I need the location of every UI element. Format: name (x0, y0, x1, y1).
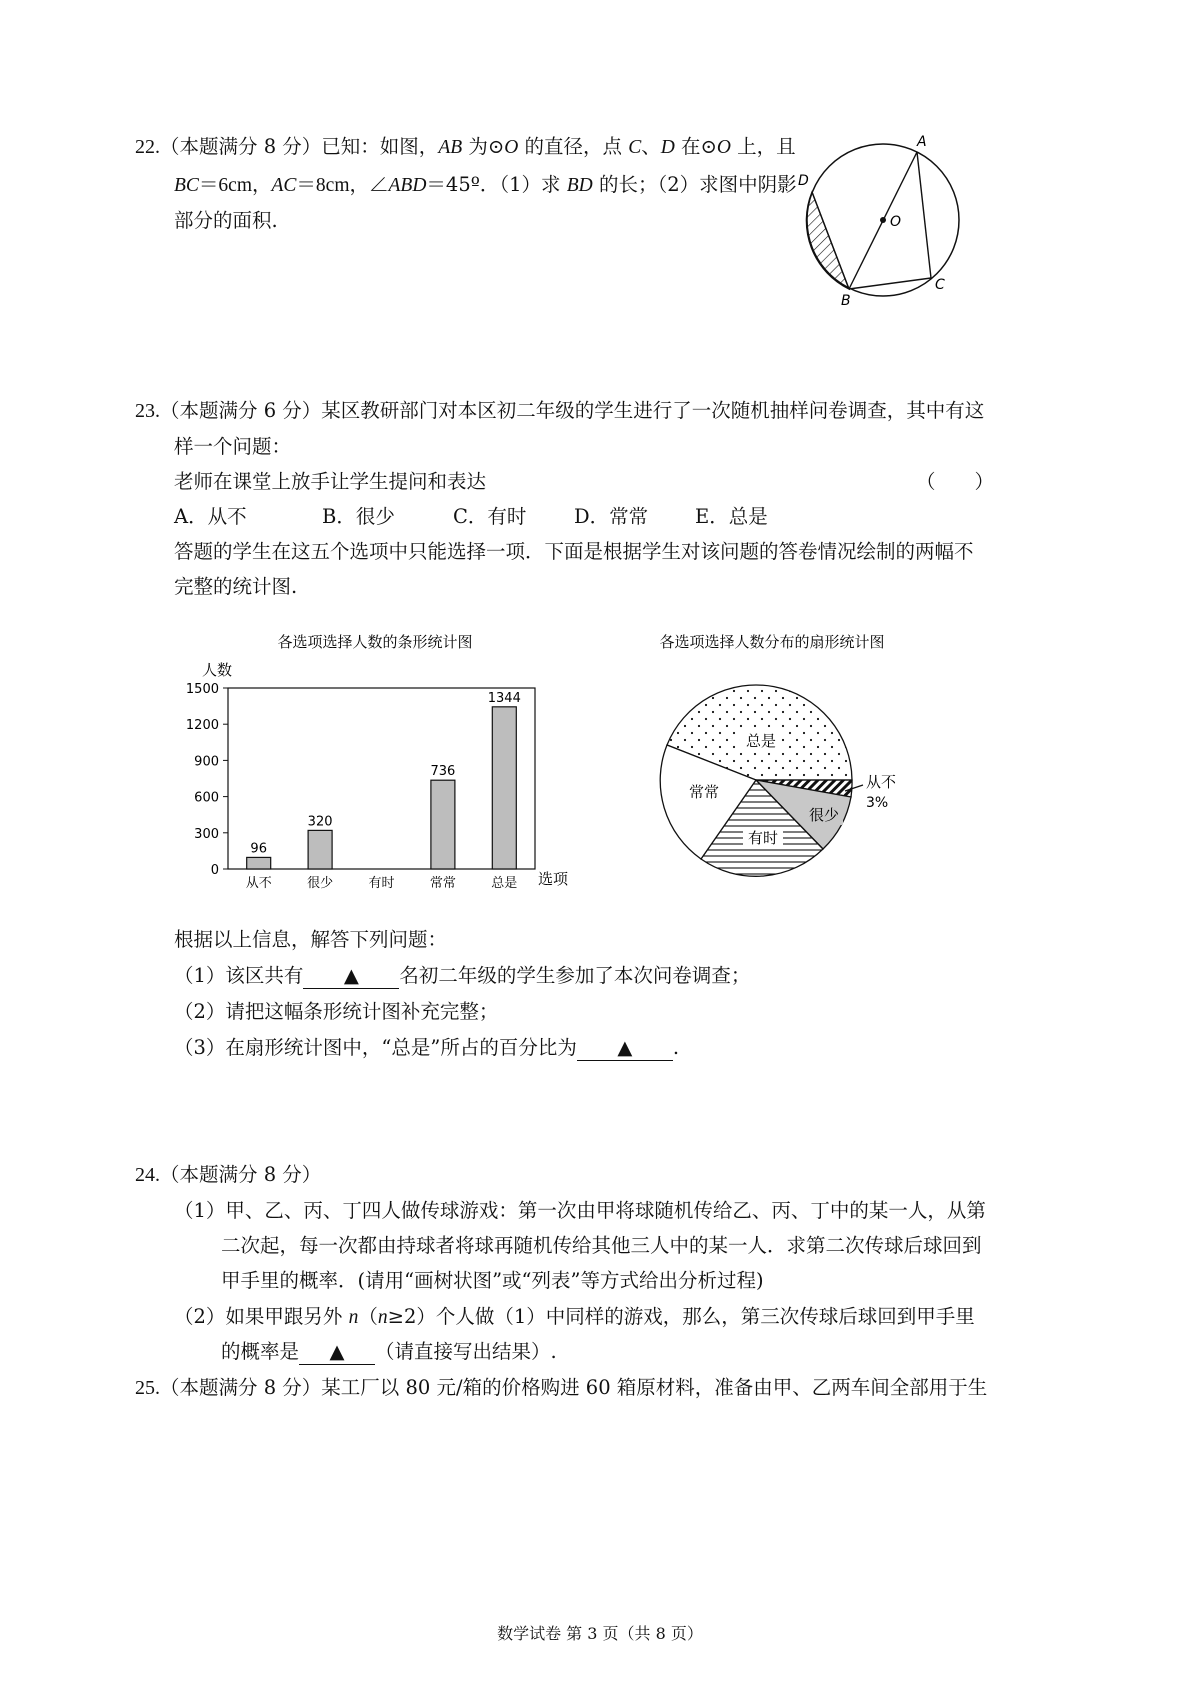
y-tick-label: 900 (194, 754, 219, 770)
answer-blank-2[interactable]: ▲ (577, 1036, 673, 1061)
shaded-segment (806, 192, 849, 289)
pie-label-sometimes: 有时 (747, 829, 779, 847)
q23-option-d: D．常常 (574, 505, 649, 528)
x-tick-label: 很少 (307, 876, 334, 891)
page-footer: 数学试卷 第 3 页（共 8 页） (497, 1624, 703, 1643)
q22-head: （本题满分 8 分）已知：如图， (160, 135, 439, 158)
q23-sub3-post: . (672, 1036, 680, 1059)
chord-ac (917, 152, 931, 278)
q24-p2-mid: （ (358, 1305, 378, 1328)
q24-head (135, 1161, 321, 1189)
bar-chart-title: 各选项选择人数的条形统计图 (277, 633, 473, 651)
q23-line5: 完整的统计图. (174, 575, 298, 598)
bar-0 (247, 857, 271, 869)
q23-intro: 根据以上信息，解答下列问题： (174, 928, 448, 951)
q22-o2: O (716, 137, 731, 158)
q22-number: 22. (135, 136, 160, 158)
q24-p2-l2-post: （请直接写出结果）. (375, 1340, 557, 1363)
q23-paren: （ ） (916, 470, 995, 493)
center-point (880, 217, 886, 223)
q22-line2 (174, 171, 797, 200)
q22-line1 (135, 133, 796, 162)
q24-number: 24. (135, 1164, 160, 1186)
q22-ac-val: ＝8cm，∠ (296, 175, 389, 196)
bar-value-label: 736 (430, 764, 456, 780)
label-c: C (935, 277, 945, 293)
q23-sub3 (174, 1034, 679, 1062)
q24-p1-line2: 二次起，每一次都由持球者将球再随机传给其他三人中的某一人．求第二次传球后球回到 (221, 1234, 982, 1257)
q23-line2: 样一个问题： (174, 435, 292, 458)
bar-value-label: 1344 (487, 690, 521, 706)
q23-question: 老师在课堂上放手让学生提问和表达 (174, 470, 487, 493)
q22-t4: 在⊙ (674, 135, 717, 158)
bar-4 (492, 707, 516, 869)
q23-sub1-pre: （1）该区共有 (174, 964, 304, 987)
q22-c: C (628, 137, 642, 158)
bar-chart-plot-frame (228, 688, 535, 869)
q23-sub1-post: 名初二年级的学生参加了本次问卷调查； (399, 964, 751, 987)
x-tick-label: 有时 (368, 876, 395, 891)
answer-blank-1[interactable]: ▲ (303, 964, 399, 989)
pie-label-never-pct: 3% (866, 795, 889, 811)
q23-option-c: C．有时 (453, 505, 527, 528)
q22-line3: 部分的面积. (174, 209, 278, 232)
q24-head-text: （本题满分 8 分） (160, 1163, 322, 1186)
q22-bc: BC (174, 175, 199, 196)
label-b: B (841, 293, 851, 309)
q22-abd: ABD (388, 175, 427, 196)
q22-ab: AB (438, 137, 463, 158)
q22-bc-val: ＝6cm， (198, 175, 272, 196)
q25-line1 (135, 1374, 987, 1402)
q22-d: D (660, 137, 675, 158)
q23-line1 (135, 397, 984, 425)
bar-1 (308, 830, 332, 869)
q24-p1-line3: 甲手里的概率．(请用“画树状图”或“列表”等方式给出分析过程) (221, 1269, 764, 1292)
y-tick-label: 0 (210, 863, 219, 878)
q24-n2: n (377, 1307, 388, 1328)
q22-t2: 的直径，点 (518, 135, 629, 158)
q22-circle-figure (795, 130, 970, 315)
q23-sub2: （2）请把这幅条形统计图补充完整； (174, 1000, 499, 1023)
q24-n1: n (348, 1307, 359, 1328)
bar-chart-xlabel: 选项 (538, 870, 569, 888)
q22-o1: O (504, 137, 519, 158)
bar-value-label: 96 (250, 841, 267, 857)
q23-number: 23. (135, 400, 160, 422)
q22-rest: 的长；（2）求图中阴影 (592, 173, 797, 196)
bar-value-label: 320 (307, 814, 333, 830)
label-o: O (890, 214, 902, 230)
y-tick-label: 600 (194, 790, 219, 806)
q22-t1: 为⊙ (462, 135, 505, 158)
q23-option-b: B．很少 (322, 505, 395, 528)
q23-sub1 (174, 962, 750, 990)
q22-ac: AC (271, 175, 297, 196)
q22-t5: 上，且 (730, 135, 796, 158)
label-a: A (917, 134, 927, 150)
bar-3 (431, 780, 455, 869)
q22-t3: 、 (641, 135, 661, 158)
q23-line4: 答题的学生在这五个选项中只能选择一项．下面是根据学生对该问题的答卷情况绘制的两幅不 (174, 540, 974, 563)
pie-label-never: 从不 (866, 773, 897, 791)
q23-text1: （本题满分 6 分）某区教研部门对本区初二年级的学生进行了一次随机抽样问卷调查，其中有这 (160, 399, 985, 422)
pie-label-often: 常常 (689, 783, 720, 801)
label-d: D (798, 173, 809, 189)
q24-p2-pre: （2）如果甲跟另外 (174, 1305, 349, 1328)
bar-chart-ylabel: 人数 (202, 661, 233, 679)
q23-sub3-pre: （3）在扇形统计图中，“总是”所占的百分比为 (174, 1036, 577, 1059)
bar-chart (180, 625, 600, 900)
y-tick-label: 300 (194, 826, 219, 842)
q24-p1-line1: （1）甲、乙、丙、丁四人做传球游戏：第一次由甲将球随机传给乙、丙、丁中的某一人，从第 (174, 1199, 986, 1222)
q25-text: （本题满分 8 分）某工厂以 80 元/箱的价格购进 60 箱原材料，准备由甲、乙两车间全部用于生 (160, 1376, 988, 1399)
q24-p2-post: ≥2）个人做（1）中同样的游戏，那么，第三次传球后球回到甲手里 (387, 1305, 975, 1328)
y-tick-label: 1200 (185, 718, 219, 734)
x-tick-label: 常常 (429, 876, 456, 891)
q22-bd: BD (566, 175, 593, 196)
y-tick-label: 1500 (185, 682, 219, 697)
q23-option-a: A．从不 (174, 505, 247, 528)
x-tick-label: 从不 (245, 876, 272, 891)
pie-label-seldom: 很少 (808, 806, 840, 824)
q22-abd-val: ＝45º．（1）求 (426, 173, 567, 196)
pie-chart (640, 625, 930, 895)
pie-label-always: 总是 (745, 732, 777, 750)
q25-number: 25. (135, 1377, 160, 1399)
x-tick-label: 总是 (491, 876, 518, 891)
answer-blank-3[interactable]: ▲ (299, 1340, 375, 1365)
q23-option-e: E．总是 (695, 505, 768, 528)
q24-p2-line2 (221, 1338, 557, 1366)
pie-chart-title: 各选项选择人数分布的扇形统计图 (659, 633, 885, 651)
q24-p2-l2-pre: 的概率是 (221, 1340, 300, 1363)
q24-p2-line1 (174, 1303, 975, 1332)
